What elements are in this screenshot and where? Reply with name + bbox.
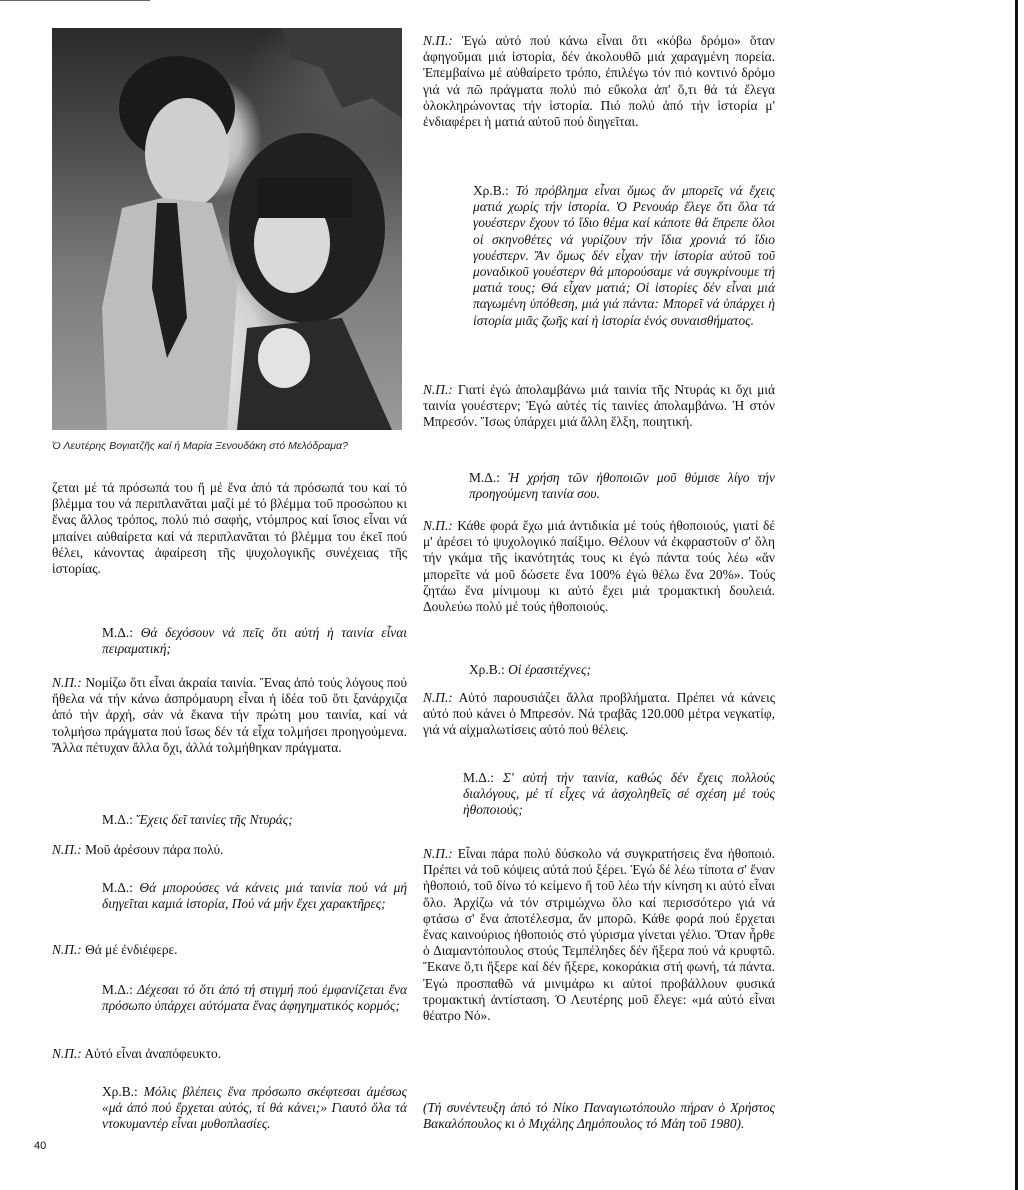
paragraph: Χρ.Β.: Οἱ ἐρασιτέχνες; (469, 662, 591, 677)
paragraph: Μ.Δ.: Θά δεχόσουν νά πεῖς ὅτι αὐτή ἡ ταινία εἶναι πειραματική; (102, 625, 407, 657)
paragraph: Ν.Π.: Αὐτό εἶναι ἀναπόφευκτο. (52, 1046, 222, 1061)
paragraph: Ν.Π.: Μοῦ ἀρέσουν πάρα πολύ. (52, 842, 224, 857)
page-number: 40 (34, 1140, 47, 1152)
paragraph: Ν.Π.: Ἐγώ αὐτό πού κάνω εἶναι ὅτι «κόβω δρόμο» ὅταν ἀφηγοῦμαι μιά ἱστορία, δέν ἀκολουθῶ μιά χαραγμένη πορεία. Ἐπεμβαίνω μέ αὐθαίρετο τρόπο, ἐπιλέγω τόν πιό κοντινό δρόμο γιά νά πῶ πράγματα πολύ πιό εὔκολα ἀπ' ὅ,τι θά τά ἔλεγα ὁλοκληρώνοντας τήν ἱστορία. Πιό πολύ ἀπό τήν ἱστορία μ' ἐνδιαφέρει ἡ ματιά αὐτοῦ πού διηγεῖται. (423, 33, 775, 130)
paragraph: ζεται μέ τά πρόσωπά του ἤ μέ ἕνα ἀπό τά πρόσωπά του καί τό βλέμμα του νά περιπλανᾶται μαζί μέ τό βλέμμα τοῦ προσώπου κι ἕνας ἄλλος τρόπος, πολύ πιό σαφής, ντόμπρος καί ἴσιος εἶναι νά μπαίνει αὐθαίρετα καί νά περιπλανᾶται τό βλέμμα του ἐκεῖ πού θέλει, κάνοντας ἀφαίρεση τῆς ψυχολογικῆς συνέχειας τῆς ἱστορίας. (52, 480, 407, 577)
paragraph: Χρ.Β.: Μόλις βλέπεις ἕνα πρόσωπο σκέφτεσαι ἀμέσως «μά ἀπό πού ἔρχεται αὐτός, τί θά κάνει;» Γιαυτό ὅλα τά ντοκυμαντέρ εἶναι μυθοπλασίες. (102, 1084, 407, 1132)
paragraph: Ν.Π.: Γιατί ἐγώ ἀπολαμβάνω μιά ταινία τῆς Ντυράς κι ὄχι μιά ταινία γουέστερν; Ἐγώ αὐτές τίς ταινίες ἀπολαμβάνω. Ἡ στόν Μπρεσόν. Ἴσως ὑπάρχει μιά ἄλλη ἕλξη, ποιητική. (423, 382, 775, 430)
page-edge-rule (1015, 0, 1018, 1190)
paragraph: Ν.Π.: Νομίζω ὅτι εἶναι ἀκραία ταινία. Ἕνας ἀπό τούς λόγους πού ἤθελα νά τήν κάνω ἀσπρόμαυρη εἶναι ἡ ἰδέα τοῦ ὅτι ξανάρχιζα ἀπό τήν ἀρχή, σάν νά ἔκανα τήν πρώτη μου ταινία, καί νά τολμήσω πράγματα πού ἴσως δέν τά εἶχα τολμήσει προηγούμενα. Ἄλλα πέτυχαν ἄλλα ὄχι, ἀλλά τολμήθηκαν πράγματα. (52, 675, 407, 755)
paragraph: Ν.Π.: Εἶναι πάρα πολύ δύσκολο νά συγκρατήσεις ἕνα ἠθοποιό. Πρέπει νά τοῦ κόψεις αὐτά πού ξέρει. Ἐγώ δέ λέω τίποτα σ' ἕναν ἠθοποιό, τοῦ δίνω τό κείμενο ἤ τοῦ λέω τήν κίνηση κι αὐτό εἶναι ὅλο. Ἀρχίζω νά τόν στριμώχνω ὅλο καί περισσότερο γιά νά φτάσω σ' ἕνα ἀποτέλεσμα, ἄν μπορῶ. Κάθε φορά πού ἔρχεται ἕνας καινούριος ἠθοποιός στό γύρισμα γίνεται γέλιο. Ὅταν ἦρθε ὁ Διαμαντόπουλος στούς Τεμπέληδες δέν ἤξερα πού νά κρυφτῶ. Ἔκανε ὅ,τι ἤξερε καί δέν ἤξερε, κοκοράκια στή φωνή, τά πάντα. Ἐγώ προσπαθῶ νά μινιμάρω κι αὐτοί προβάλλουν φυσικά τρομακτική ἀντίσταση. Ὁ Λευτέρης μοῦ ἔλεγε: «μά αὐτό εἶναι θέατρο Νό». (423, 846, 775, 1024)
top-rule (0, 0, 150, 1)
film-still-photo (52, 28, 402, 430)
interview-credit: (Τή συνέντευξη ἀπό τό Νίκο Παναγιωτόπουλο πήραν ὁ Χρήστος Βακαλόπουλος κι ὁ Μιχάλης Δημόπουλος τό Μάη τοῦ 1980). (423, 1100, 775, 1132)
photo-caption: Ὁ Λευτέρης Βογιατζῆς καί ἡ Μαρία Ξενουδάκη στό Μελόδραμα? (52, 440, 348, 452)
paragraph: Μ.Δ.: Ἔχεις δεῖ ταινίες τῆς Ντυράς; (102, 812, 293, 827)
paragraph: Μ.Δ.: Σ' αὐτή τήν ταινία, καθώς δέν ἔχεις πολλούς διαλόγους, μέ τί εἶχες νά ἀσχοληθεῖς σέ σχέση μέ τούς ἠθοποιούς; (463, 770, 775, 818)
paragraph: Ν.Π.: Θά μέ ἐνδιέφερε. (52, 942, 178, 957)
paragraph: Μ.Δ.: Δέχεσαι τό ὅτι ἀπό τή στιγμή πού ἐμφανίζεται ἕνα πρόσωπο ὑπάρχει αὐτόματα ἕνας ἀφηγηματικός κορμός; (102, 982, 407, 1014)
paragraph: Ν.Π.: Αὐτό παρουσιάζει ἄλλα προβλήματα. Πρέπει νά κάνεις αὐτό πού κάνει ὁ Μπρεσόν. Νά τραβᾶς 120.000 μέτρα νεγκατίφ, γιά νά αἰχμαλωτίσεις αὐτό πού θέλεις. (423, 690, 776, 738)
paragraph: Χρ.Β.: Τό πρόβλημα εἶναι ὅμως ἄν μπορεῖς νά ἔχεις ματιά χωρίς τήν ἱστορία. Ὁ Ρενουάρ ἔλεγε ὅτι ὅλα τά γουέστερν ἔχουν τό ἴδιο θέμα καί κάποτε θά ἔπρεπε ὅλοι οἱ σκηνοθέτες νά γυρίζουν τήν ἴδια χρονιά τό ἴδιο γουέστερν. Ἄν ὅμως δέν εἶχαν τήν ἱστορία αὐτοῦ τοῦ μοναδικοῦ γουέστερν θά μπορούσαμε νά συγκρίνουμε τή ματιά τους; Θά εἶχαν ματιά; Οἱ ἱστορίες δέν εἶναι μιά παγωμένη ὑπόθεση, μιά γιά πάντα: Μπορεῖ νά ὑπάρχει ἡ ἱστορία μιᾶς ζωῆς καί ἡ ἱστορία ἑνός συναισθήματος. (473, 183, 775, 328)
paragraph: Μ.Δ.: Θά μπορούσες νά κάνεις μιά ταινία πού νά μή διηγεῖται καμιά ἱστορία, Πού νά μήν ἔχει χαρακτῆρες; (102, 880, 407, 912)
paragraph: Μ.Δ.: Ἡ χρήση τῶν ἠθοποιῶν μοῦ θύμισε λίγο τήν προηγούμενη ταινία σου. (469, 470, 775, 502)
paragraph: Ν.Π.: Κάθε φορά ἔχω μιά ἀντιδικία μέ τούς ἠθοποιούς, γιατί δέ μ' ἀρέσει τό ψυχολογικό παίξιμο. Θέλουν νά ἐκφραστοῦν σ' ὅλη τήν γκάμα τῆς ἱκανότητάς τους κι ἐγώ πάντα τούς λέω «ἄν μπορεῖτε νά μοῦ δώσετε ἕνα 100% ἐγώ θέλω ἕνα 20%». Τούς ζητάω ἕνα μίνιμουμ κι αὐτό ἔχει μιά τρομακτική δουλειά. Δουλεύω πολύ μέ τούς ἠθοποιούς. (423, 518, 775, 615)
